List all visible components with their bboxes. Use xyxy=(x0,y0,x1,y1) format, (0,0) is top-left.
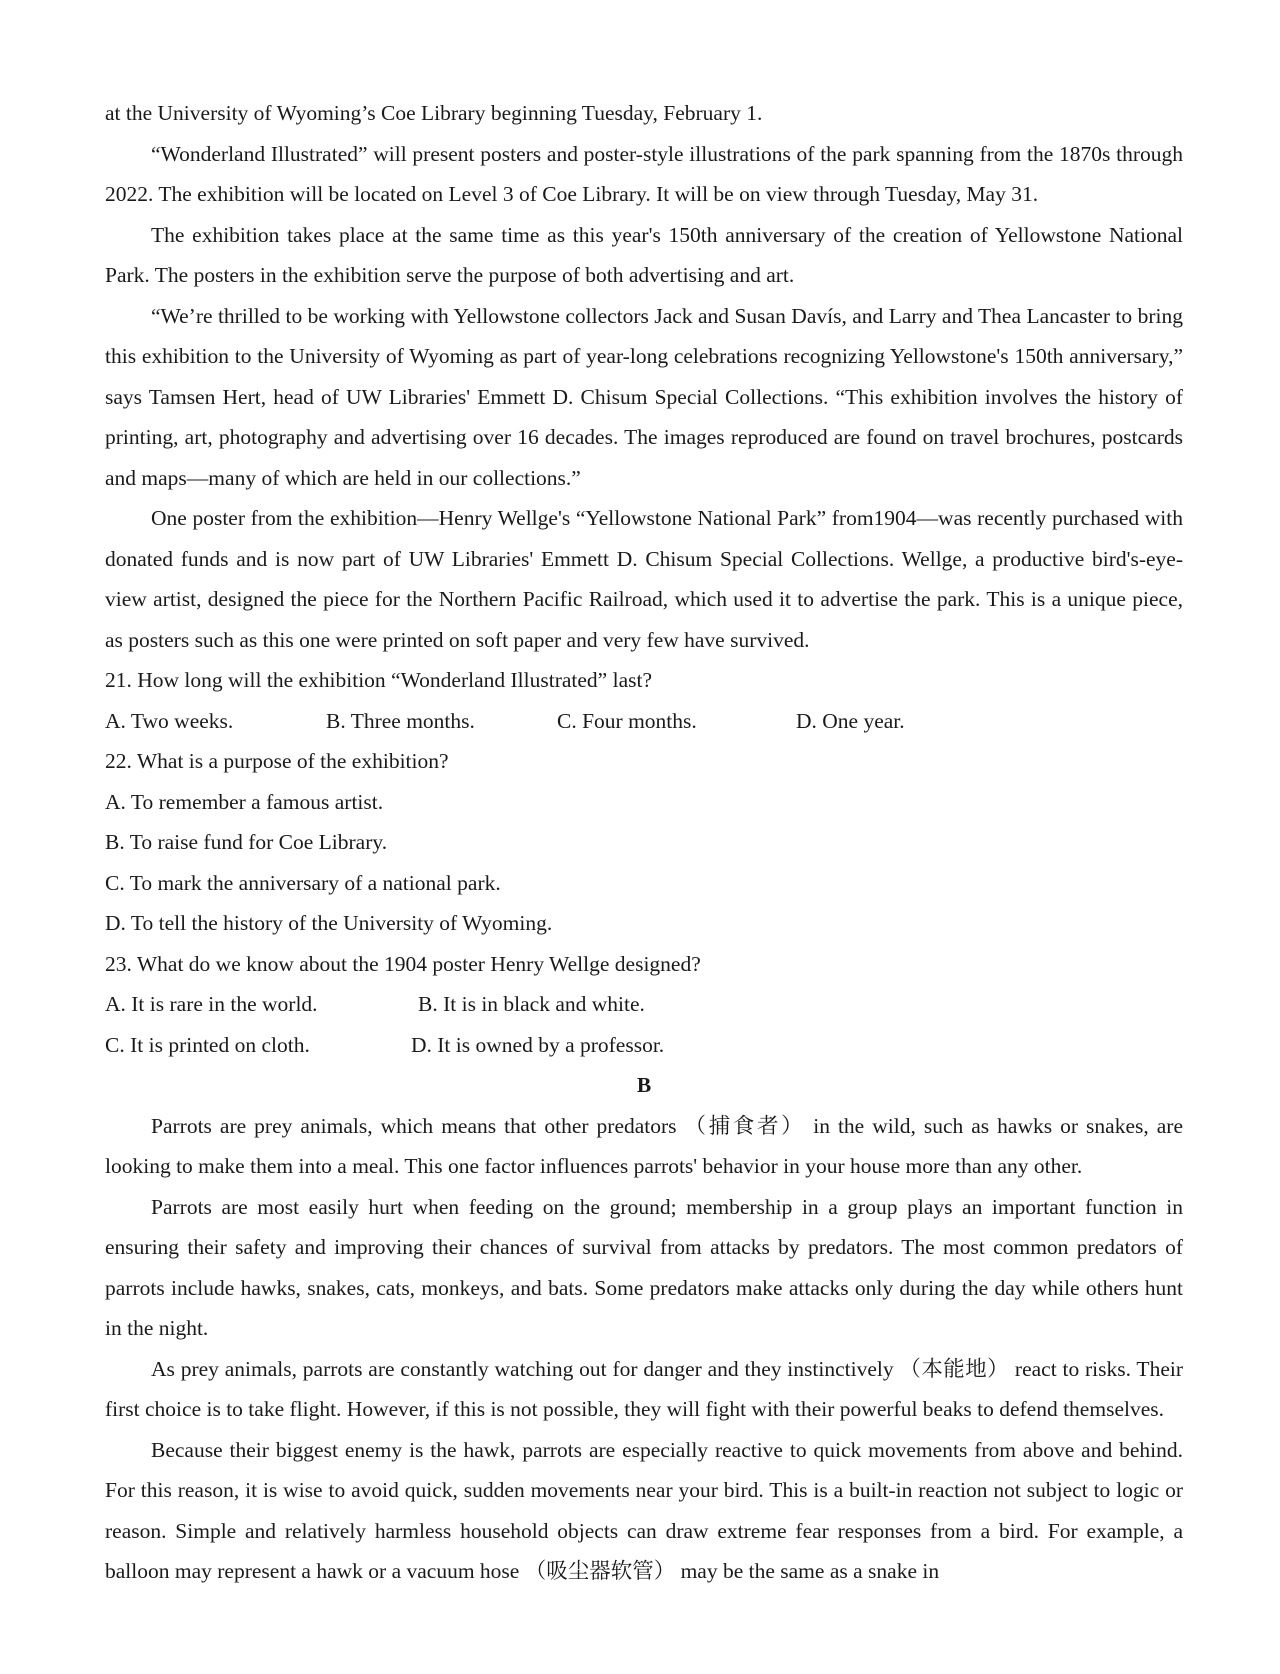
q22-option-b: B. To raise fund for Coe Library. xyxy=(105,830,388,854)
q21-option-a: A. Two weeks. xyxy=(105,708,234,733)
question-23: 23. What do we know about the 1904 poster Henry Wellge designed? xyxy=(105,951,701,976)
q23-option-d: D. It is owned by a professor. xyxy=(411,1032,665,1057)
q21-option-d: D. One year. xyxy=(796,708,905,733)
passage-a-continued-line: at the University of Wyoming’s Coe Library beginning Tuesday, February 1. xyxy=(105,101,763,125)
section-b-heading: B xyxy=(636,1073,652,1097)
q22-option-d: D. To tell the history of the University of Wyoming. xyxy=(105,911,553,935)
section-b-paragraph-3: As prey animals, parrots are constantly watching out for danger and they instinctively （本能地） react to risks. Their first choice is to take flight. However, if this is not possible, they will fight with their powerful beaks to defend themselves. xyxy=(105,1356,1183,1421)
q23-option-c: C. It is printed on cloth. xyxy=(105,1032,310,1057)
passage-a-paragraph-1: “Wonderland Illustrated” will present posters and poster-style illustrations of the park spanning from the 1870s through 2022. The exhibition will be located on Level 3 of Coe Library. It will be on view through Tuesday, May 31. xyxy=(105,141,1183,206)
question-23-options-row-2 xyxy=(105,1025,1183,1066)
passage-a-paragraph-4: One poster from the exhibition—Henry Wellge's “Yellowstone National Park” from1904—was recently purchased with donated funds and is now part of UW Libraries' Emmett D. Chisum Special Collections. Wellge, a productive bird's-eye-view artist, designed the piece for the Northern Pacific Railroad, which used it to advertise the park. This is a unique piece, as posters such as this one were printed on soft paper and very few have survived. xyxy=(105,506,1183,652)
q21-option-b: B. Three months. xyxy=(326,708,475,733)
q21-option-c: C. Four months. xyxy=(557,708,697,733)
question-23-options-row-1 xyxy=(105,984,1183,1025)
question-21-options xyxy=(105,701,1183,742)
question-21: 21. How long will the exhibition “Wonderland Illustrated” last? xyxy=(105,668,652,692)
q22-option-a: A. To remember a famous artist. xyxy=(105,789,384,814)
passage-a-paragraph-2: The exhibition takes place at the same time as this year's 150th anniversary of the creation of Yellowstone National Park. The posters in the exhibition serve the purpose of both advertising and art. xyxy=(105,222,1183,287)
question-22: 22. What is a purpose of the exhibition? xyxy=(105,749,449,773)
q23-option-b: B. It is in black and white. xyxy=(418,992,645,1016)
section-b-paragraph-1: Parrots are prey animals, which means that other predators （捕食者） in the wild, such as hawks or snakes, are looking to make them into a meal. This one factor influences parrots' behavior in your house more than any other. xyxy=(105,1113,1183,1178)
passage-a-paragraph-3: “We’re thrilled to be working with Yellowstone collectors Jack and Susan Davís, and Larry and Thea Lancaster to bring this exhibition to the University of Wyoming as part of year-long celebrations recognizing Yellowstone's 150th anniversary,” says Tamsen Hert, head of UW Libraries' Emmett D. Chisum Special Collections. “This exhibition involves the history of printing, art, photography and advertising over 16 decades. The images reproduced are found on travel brochures, postcards and maps—many of which are held in our collections.” xyxy=(105,303,1183,490)
q23-option-a: A. It is rare in the world. xyxy=(105,992,318,1016)
q22-option-c: C. To mark the anniversary of a national park. xyxy=(105,870,501,895)
section-b-paragraph-4: Because their biggest enemy is the hawk, parrots are especially reactive to quick movements from above and behind. For this reason, it is wise to avoid quick, sudden movements near your bird. This is a built-in reaction not subject to logic or reason. Simple and relatively harmless household objects can draw extreme fear responses from a bird. For example, a balloon may represent a hawk or a vacuum hose （吸尘器软管） may be the same as a snake in xyxy=(105,1437,1183,1583)
section-b-paragraph-2: Parrots are most easily hurt when feeding on the ground; membership in a group plays an important function in ensuring their safety and improving their chances of survival from attacks by predators. The most common predators of parrots include hawks, snakes, cats, monkeys, and bats. Some predators make attacks only during the day while others hunt in the night. xyxy=(105,1194,1183,1340)
